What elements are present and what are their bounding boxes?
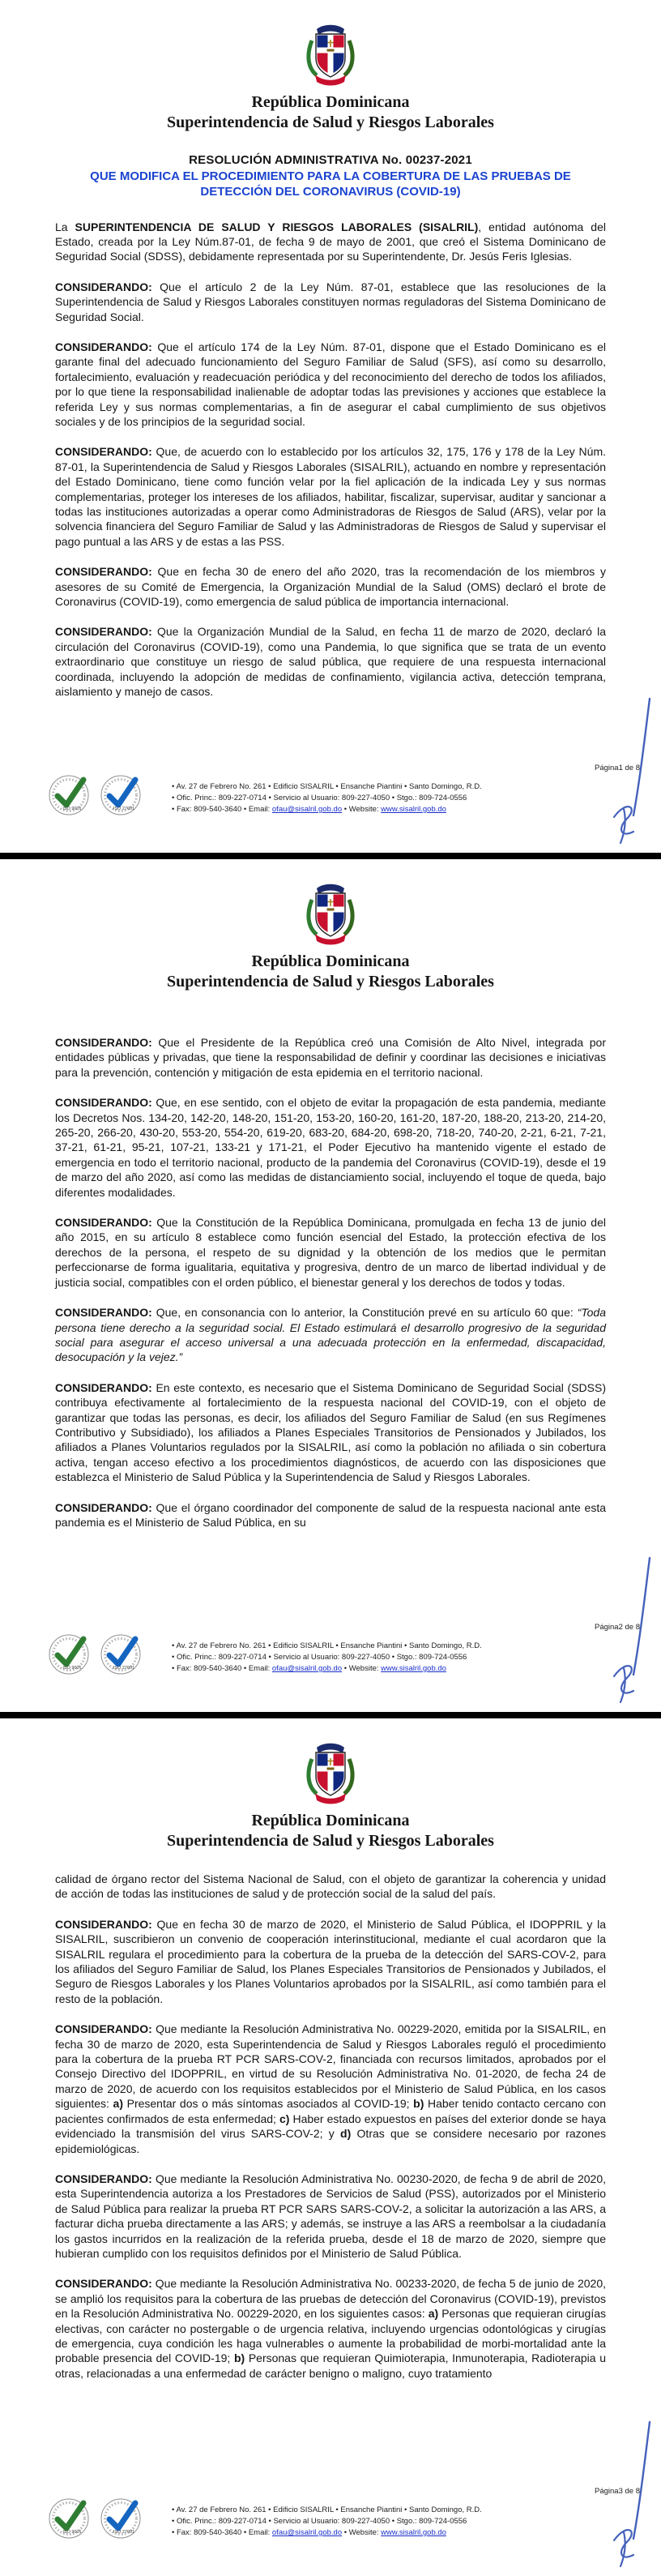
resolution-number-title: RESOLUCIÓN ADMINISTRATIVA No. 00237-2021 <box>189 153 472 167</box>
paragraph: CONSIDERANDO: Que, en consonancia con lo anterior, la Constitución prevé en su artículo 60 que: “Toda persona tiene derecho a la seguridad social. El Estado estimulará el desarrollo progresivo de la seguridad social para asegurar el acceso universal a una adecuada protección en la enfermedad, discapacidad, desocupación y la vejez.” <box>55 1306 606 1364</box>
footer-fax-email-label: • Fax: 809-540-3640 • Email: <box>172 2528 272 2537</box>
dominican-coat-of-arms-icon <box>305 884 356 945</box>
page-footer <box>0 1623 661 1704</box>
certification-seals <box>45 1629 144 1678</box>
signature-pen-mark <box>599 695 656 849</box>
certification-seals <box>45 770 144 819</box>
page-body <box>0 1872 661 2381</box>
page-number-label: Página3 de 8 <box>595 2487 640 2496</box>
certification-seals <box>45 2493 144 2542</box>
page-body <box>0 220 661 700</box>
paragraph: CONSIDERANDO: Que mediante la Resolución Administrativa No. 00233-2020, de fecha 5 de junio de 2020, se amplió los requisitos para la cobertura de las pruebas de detección del Coronavirus (COVID-19), previstos en la Resolución Administrativa No. 00229-2020, en los siguientes casos: a) Personas que requieran cirugías electivas, con carácter no postergable o de urgencia relativa, incluyendo urgencias odontológicas y cirugías de emergencia, cuya condición les haga vulnerables o aumente la probabilidad de morbi-mortalidad ante la probable presencia del COVID-19; b) Personas que requieran Quimioterapia, Inmunoterapia, Radioterapia u otras, relacionadas a una enfermedad de carácter benigno o maligno, cuyo tratamiento <box>55 2277 607 2380</box>
paragraph: CONSIDERANDO: Que en fecha 30 de enero del año 2020, tras la recomendación de los miembros y asesores de su Comité de Emergencia, la Organización Mundial de la Salud (OMS) declaró el brote de Coronavirus (COVID-19), como emergencia de salud pública de importancia internacional. <box>55 565 606 609</box>
footer-phones-line: • Ofic. Princ.: 809-227-0714 • Servicio al Usuario: 809-227-4050 • Stgo.: 809-724-0556 <box>172 794 467 802</box>
paragraph: CONSIDERANDO: Que en fecha 30 de marzo de 2020, el Ministerio de Salud Pública, el IDOPPRIL y la SISALRIL, suscribieron un convenio de cooperación interinstitucional, mediante el cual acordaron que la SISALRIL regulara el procedimiento para la cobertura de la prueba de la detección del SARS-COV-2, para los afiliados del Seguro Familiar de Salud, los Planes Especiales Transitorios de Pensionados y Jubilados, el Seguro de Riesgos Laborales y los Planes Voluntarios aprobados por la SISALRIL, así como también para el resto de la población. <box>55 1917 606 2005</box>
resolution-subject-title: QUE MODIFICA EL PROCEDIMIENTO PARA LA COBERTURA DE LAS PRUEBAS DE DETECCIÓN DEL CORONAVIRUS (COVID-19) <box>90 169 571 199</box>
iso-27001-seal-icon <box>97 2493 144 2542</box>
footer-address-line: • Av. 27 de Febrero No. 261 • Edificio SISALRIL • Ensanche Piantini • Santo Domingo, R.D. <box>172 782 482 791</box>
resolution-title-block <box>0 153 661 200</box>
footer-website-link[interactable]: www.sisalril.gob.do <box>381 2528 446 2537</box>
footer-contact-lines <box>172 1641 482 1675</box>
footer-links-line <box>172 1663 482 1675</box>
page-number-label: Página2 de 8 <box>595 1623 640 1632</box>
header-country: República Dominicana <box>251 952 410 970</box>
page-header <box>0 1718 661 1808</box>
iso-27001-seal-icon <box>97 770 144 819</box>
paragraph: CONSIDERANDO: Que, de acuerdo con lo establecido por los artículos 32, 175, 176 y 178 de la Ley Núm. 87-01, la Superintendencia de Salud y Riesgos Laborales (SISALRIL), actuando en nombre y representación del Estado Dominicano, tiene como función velar por la fiel aplicación de la indicada Ley y sus normas complementarias, proteger los intereses de los afiliados, habilitar, fiscalizar, supervisar, auditar y sancionar a todas las instituciones autorizadas a operar como Administradoras de Riesgos de Salud (ARS), velar por la solvencia financiera del Seguro Familiar de Salud y las Administradoras de Riesgos de Salud y supervisar el pago puntual a las ARS y de estas a las PSS. <box>55 445 606 548</box>
header-agency: Superintendencia de Salud y Riesgos Laborales <box>167 113 494 131</box>
footer-phones-line: • Ofic. Princ.: 809-227-0714 • Servicio al Usuario: 809-227-4050 • Stgo.: 809-724-0556 <box>172 2517 467 2526</box>
header-agency: Superintendencia de Salud y Riesgos Laborales <box>167 973 494 991</box>
footer-email-link[interactable]: ofau@sisalril.gob.do <box>271 805 343 814</box>
paragraph: CONSIDERANDO: Que mediante la Resolución Administrativa No. 00230-2020, de fecha 9 de abril de 2020, esta Superintendencia autoriza a los Prestadores de Servicios de Salud (PSS), autorizados por el Ministerio de Salud Pública para realizar la prueba RT PCR SARS SARS-COV-2, a solicitar la autorización a las ARS, a facturar dicha prueba directamente a las ARS; y además, se instruye a las ARS a reembolsar a la ciudadanía los gastos incurridos en la realización de la referida prueba, desde el 18 de marzo de 2020, siempre que hubieran cumplido con los requisitos definidos por el Ministerio de Salud Pública. <box>55 2172 606 2260</box>
signature-pen-mark <box>599 1555 656 1709</box>
document-page-2 <box>0 859 661 1712</box>
document-page-1 <box>0 0 661 853</box>
footer-fax-email-label: • Fax: 809-540-3640 • Email: <box>172 805 272 814</box>
paragraph: calidad de órgano rector del Sistema Nacional de Salud, con el objeto de garantizar la coherencia y unidad de acción de todas las instituciones de salud y de protección social de la salud del país. <box>55 1872 606 1901</box>
page-header <box>0 859 661 949</box>
header-agency: Superintendencia de Salud y Riesgos Laborales <box>167 1832 494 1850</box>
footer-contact-lines <box>172 2505 482 2539</box>
footer-contact-lines <box>172 781 482 815</box>
paragraph: La SUPERINTENDENCIA DE SALUD Y RIESGOS LABORALES (SISALRIL), entidad autónoma del Estado, creada por la Ley Núm.87-01, de fecha 9 de mayo de 2001, que creó el Sistema Dominicano de Seguridad Social (SDSS), debidamente representada por su Superintendente, Dr. Jesús Feris Iglesias. <box>55 220 606 263</box>
page-body <box>0 1035 661 1530</box>
footer-fax-email-label: • Fax: 809-540-3640 • Email: <box>172 1664 272 1673</box>
document-page-3 <box>0 1718 661 2576</box>
footer-links-line <box>172 2527 482 2539</box>
footer-phones-line: • Ofic. Princ.: 809-227-0714 • Servicio al Usuario: 809-227-4050 • Stgo.: 809-724-0556 <box>172 1653 467 1662</box>
iso-9001-seal-icon <box>45 1629 92 1678</box>
paragraph: CONSIDERANDO: Que mediante la Resolución Administrativa No. 00229-2020, emitida por la SISALRIL, en fecha 30 de marzo de 2020, esta Superintendencia de Salud y Riesgos Laborales reguló el procedimiento para la cobertura de la prueba RT PCR SARS-COV-2, financiada con recursos limitados, aprobados por el Consejo Directivo del IDOPPRIL, en virtud de su Resolución Administrativa No. 01-2020, de fecha 24 de marzo de 2020, de acuerdo con los requisitos establecidos por el Ministerio de Salud Pública, en los casos siguientes: a) Presentar dos o más síntomas asociados al COVID-19; b) Haber tenido contacto cercano con pacientes confirmados de esta enfermedad; c) Haber estado expuestos en países del exterior donde se haya evidenciado la transmisión del virus SARS-COV-2; y d) Otras que se considere necesario por razones epidemiológicas. <box>55 2022 607 2155</box>
footer-website-link[interactable]: www.sisalril.gob.do <box>381 805 446 814</box>
footer-address-line: • Av. 27 de Febrero No. 261 • Edificio SISALRIL • Ensanche Piantini • Santo Domingo, R.D. <box>172 1641 482 1650</box>
page-separator <box>0 853 661 859</box>
page-separator <box>0 1712 661 1718</box>
footer-email-link[interactable]: ofau@sisalril.gob.do <box>271 2528 343 2537</box>
page-number-label: Página1 de 8 <box>595 764 640 772</box>
footer-email-link[interactable]: ofau@sisalril.gob.do <box>271 1664 343 1673</box>
page-header <box>0 0 661 90</box>
dominican-coat-of-arms-icon <box>305 24 356 86</box>
paragraph: CONSIDERANDO: Que el artículo 174 de la Ley Núm. 87-01, dispone que el Estado Dominicano es el garante final del adecuado funcionamiento del Seguro Familiar de Salud (SFS), así como su desarrollo, fortalecimiento, evaluación y readecuación periódica y del reconocimiento del derecho de todos los afiliados, por lo que tiene la responsabilidad inalienable de adoptar todas las previsiones y acciones que establece la referida Ley y sus normas complementarias, a fin de asegurar el cabal cumplimiento de sus objetivos sociales y de los principios de la seguridad social. <box>55 340 606 428</box>
paragraph: CONSIDERANDO: En este contexto, es necesario que el Sistema Dominicano de Seguridad Social (SDSS) contribuya efectivamente al fortalecimiento de la respuesta nacional del COVID-19, con el objeto de garantizar que todas las personas, es decir, los afiliados del Seguro Familiar de Salud (en sus Regímenes Contributivo y Subsidiado), los afiliados a Planes Especiales Transitorios de Pensionados y Jubilados, los afiliados a Planes Voluntarios regulados por la SISALRIL, así como la población no afiliada o sin cobertura activa, tengan acceso efectivo a los procedimientos diagnósticos, de acuerdo con las disposiciones que establezca el Ministerio de Salud Pública y la Superintendencia de Salud y Riesgos Laborales. <box>55 1380 607 1484</box>
footer-website-label: • Website: <box>342 2528 382 2537</box>
dominican-coat-of-arms-icon <box>305 1743 356 1804</box>
iso-9001-seal-icon <box>45 770 92 819</box>
paragraph: CONSIDERANDO: Que el artículo 2 de la Ley Núm. 87-01, establece que las resoluciones de la Superintendencia de Salud y Riesgos Laborales constituyen normas reguladoras del Sistema Dominicano de Seguridad Social. <box>55 280 607 323</box>
paragraph: CONSIDERANDO: Que el órgano coordinador del componente de salud de la respuesta nacional ante esta pandemia es el Ministerio de Salud Pública, en su <box>55 1500 606 1529</box>
footer-links-line <box>172 804 482 815</box>
footer-website-label: • Website: <box>342 805 382 814</box>
footer-website-link[interactable]: www.sisalril.gob.do <box>381 1664 446 1673</box>
iso-9001-seal-icon <box>45 2493 92 2542</box>
header-country: República Dominicana <box>251 1812 410 1829</box>
header-country: República Dominicana <box>251 93 410 111</box>
iso-27001-seal-icon <box>97 1629 144 1678</box>
footer-address-line: • Av. 27 de Febrero No. 261 • Edificio SISALRIL • Ensanche Piantini • Santo Domingo, R.D. <box>172 2505 482 2514</box>
signature-pen-mark <box>599 2419 656 2573</box>
paragraph: CONSIDERANDO: Que la Constitución de la República Dominicana, promulgada en fecha 13 de junio del año 2015, en su artículo 8 establece como función esencial del Estado, la protección efectiva de los derechos de la persona, el respeto de su dignidad y la obtención de los medios que le permitan perfeccionarse de forma igualitaria, equitativa y progresiva, dentro de un marco de libertad individual y de justicia social, compatibles con el orden público, el bienestar general y los derechos de todos y todas. <box>55 1216 606 1289</box>
paragraph: CONSIDERANDO: Que la Organización Mundial de la Salud, en fecha 11 de marzo de 2020, declaró la circulación del Coronavirus (COVID-19), como una Pandemia, lo que significa que se trata de un evento extraordinario que constituye un riesgo de salud pública, que requiere de una respuesta internacional coordinada, incluyendo la adopción de medidas de confinamiento, vigilancia activa, detección temprana, aislamiento y manejo de casos. <box>55 625 606 699</box>
page-footer <box>0 764 661 845</box>
footer-website-label: • Website: <box>342 1664 382 1673</box>
paragraph: CONSIDERANDO: Que, en ese sentido, con el objeto de evitar la propagación de esta pandemia, mediante los Decretos Nos. 134-20, 142-20, 148-20, 151-20, 153-20, 160-20, 161-20, 187-20, 188-20, 213-20, 214-20, 265-20, 266-20, 430-20, 553-20, 554-20, 619-20, 683-20, 684-20, 698-20, 718-20, 740-20, 2-21, 6-21, 7-21, 37-21, 61-21, 95-21, 107-21, 133-21 y 171-21, el Poder Ejecutivo ha mantenido vigente el estado de emergencia en todo el territorio nacional, producto de la pandemia del Coronavirus (COVID-19), desde el 19 de marzo del año 2020, así como las medidas de distanciamiento social, incluyendo el toque de queda, bajo diferentes modalidades. <box>55 1096 607 1199</box>
paragraph: CONSIDERANDO: Que el Presidente de la República creó una Comisión de Alto Nivel, integrada por entidades públicas y privadas, que tiene la responsabilidad de definir y coordinar las decisiones e iniciativas para la prevención, contención y mitigación de esta epidemia en el territorio nacional. <box>55 1036 607 1079</box>
page-footer <box>0 2487 661 2568</box>
